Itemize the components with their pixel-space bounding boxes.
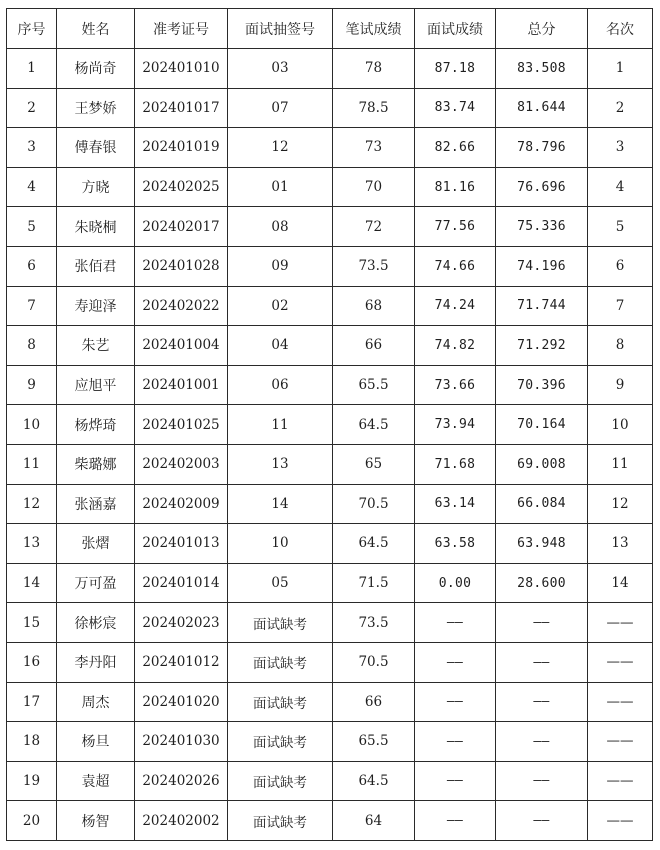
row-index: 2 xyxy=(7,88,57,128)
row-index: 8 xyxy=(7,326,57,366)
total-score: 78.796 xyxy=(496,128,588,168)
total-score: 66.084 xyxy=(496,484,588,524)
header-index: 序号 xyxy=(7,9,57,49)
draw-number: 07 xyxy=(228,88,333,128)
interview-score: —— xyxy=(415,801,496,841)
total-score: —— xyxy=(496,722,588,762)
draw-number: 面试缺考 xyxy=(228,801,333,841)
table-row xyxy=(7,365,653,405)
candidate-name: 王梦娇 xyxy=(57,88,135,128)
exam-id: 202401028 xyxy=(135,246,228,286)
total-score: —— xyxy=(496,801,588,841)
written-score: 68 xyxy=(333,286,415,326)
table-row xyxy=(7,484,653,524)
row-index: 11 xyxy=(7,444,57,484)
header-exam-id: 准考证号 xyxy=(135,9,228,49)
written-score: 66 xyxy=(333,682,415,722)
draw-number: 面试缺考 xyxy=(228,642,333,682)
exam-id: 202402025 xyxy=(135,167,228,207)
candidate-name: 杨尚奇 xyxy=(57,49,135,89)
written-score: 70 xyxy=(333,167,415,207)
row-index: 9 xyxy=(7,365,57,405)
row-index: 1 xyxy=(7,49,57,89)
interview-score: 77.56 xyxy=(415,207,496,247)
written-score: 73.5 xyxy=(333,246,415,286)
exam-id: 202401001 xyxy=(135,365,228,405)
exam-id: 202402026 xyxy=(135,761,228,801)
written-score: 66 xyxy=(333,326,415,366)
exam-id: 202401014 xyxy=(135,563,228,603)
written-score: 65 xyxy=(333,444,415,484)
written-score: 64.5 xyxy=(333,524,415,564)
table-row xyxy=(7,207,653,247)
rank: 5 xyxy=(588,207,653,247)
rank: 9 xyxy=(588,365,653,405)
candidate-name: 杨烨琦 xyxy=(57,405,135,445)
draw-number: 05 xyxy=(228,563,333,603)
rank: —— xyxy=(588,761,653,801)
row-index: 14 xyxy=(7,563,57,603)
rank: 13 xyxy=(588,524,653,564)
interview-score: 73.66 xyxy=(415,365,496,405)
table-row xyxy=(7,246,653,286)
total-score: —— xyxy=(496,642,588,682)
candidate-name: 万可盈 xyxy=(57,563,135,603)
total-score: 69.008 xyxy=(496,444,588,484)
draw-number: 面试缺考 xyxy=(228,722,333,762)
candidate-name: 朱晓桐 xyxy=(57,207,135,247)
rank: 14 xyxy=(588,563,653,603)
rank: 11 xyxy=(588,444,653,484)
row-index: 12 xyxy=(7,484,57,524)
interview-score: —— xyxy=(415,603,496,643)
exam-id: 202402002 xyxy=(135,801,228,841)
rank: 10 xyxy=(588,405,653,445)
candidate-name: 张涵嘉 xyxy=(57,484,135,524)
exam-id: 202402009 xyxy=(135,484,228,524)
written-score: 73.5 xyxy=(333,603,415,643)
interview-score: 81.16 xyxy=(415,167,496,207)
interview-score: 87.18 xyxy=(415,49,496,89)
candidate-name: 袁超 xyxy=(57,761,135,801)
candidate-name: 杨旦 xyxy=(57,722,135,762)
draw-number: 12 xyxy=(228,128,333,168)
interview-score: —— xyxy=(415,761,496,801)
draw-number: 02 xyxy=(228,286,333,326)
results-table xyxy=(6,8,653,841)
row-index: 18 xyxy=(7,722,57,762)
rank: 2 xyxy=(588,88,653,128)
written-score: 78.5 xyxy=(333,88,415,128)
candidate-name: 周杰 xyxy=(57,682,135,722)
written-score: 64.5 xyxy=(333,761,415,801)
exam-id: 202402022 xyxy=(135,286,228,326)
rank: 1 xyxy=(588,49,653,89)
written-score: 71.5 xyxy=(333,563,415,603)
candidate-name: 李丹阳 xyxy=(57,642,135,682)
header-written-score: 笔试成绩 xyxy=(333,9,415,49)
header-total-score: 总分 xyxy=(496,9,588,49)
interview-score: 63.14 xyxy=(415,484,496,524)
interview-score: 73.94 xyxy=(415,405,496,445)
draw-number: 10 xyxy=(228,524,333,564)
exam-id: 202401013 xyxy=(135,524,228,564)
row-index: 10 xyxy=(7,405,57,445)
total-score: 75.336 xyxy=(496,207,588,247)
row-index: 15 xyxy=(7,603,57,643)
draw-number: 09 xyxy=(228,246,333,286)
interview-score: 74.66 xyxy=(415,246,496,286)
row-index: 6 xyxy=(7,246,57,286)
written-score: 70.5 xyxy=(333,642,415,682)
exam-id: 202401017 xyxy=(135,88,228,128)
header-draw-number: 面试抽签号 xyxy=(228,9,333,49)
table-row xyxy=(7,326,653,366)
header-row xyxy=(7,9,653,49)
row-index: 7 xyxy=(7,286,57,326)
table-row xyxy=(7,88,653,128)
table-row xyxy=(7,405,653,445)
row-index: 5 xyxy=(7,207,57,247)
interview-score: —— xyxy=(415,642,496,682)
rank: 7 xyxy=(588,286,653,326)
written-score: 78 xyxy=(333,49,415,89)
rank: 3 xyxy=(588,128,653,168)
table-row xyxy=(7,286,653,326)
candidate-name: 朱艺 xyxy=(57,326,135,366)
interview-score: —— xyxy=(415,722,496,762)
total-score: —— xyxy=(496,682,588,722)
interview-score: 74.24 xyxy=(415,286,496,326)
table-row xyxy=(7,524,653,564)
rank: 12 xyxy=(588,484,653,524)
total-score: 70.396 xyxy=(496,365,588,405)
interview-score: 0.00 xyxy=(415,563,496,603)
candidate-name: 张佰君 xyxy=(57,246,135,286)
row-index: 19 xyxy=(7,761,57,801)
rank: —— xyxy=(588,603,653,643)
candidate-name: 柴璐娜 xyxy=(57,444,135,484)
table-row xyxy=(7,682,653,722)
candidate-name: 徐彬宸 xyxy=(57,603,135,643)
table-row xyxy=(7,801,653,841)
row-index: 13 xyxy=(7,524,57,564)
exam-id: 202401019 xyxy=(135,128,228,168)
draw-number: 面试缺考 xyxy=(228,603,333,643)
draw-number: 03 xyxy=(228,49,333,89)
table-row xyxy=(7,603,653,643)
draw-number: 08 xyxy=(228,207,333,247)
exam-id: 202402023 xyxy=(135,603,228,643)
written-score: 70.5 xyxy=(333,484,415,524)
table-row xyxy=(7,167,653,207)
rank: —— xyxy=(588,642,653,682)
row-index: 4 xyxy=(7,167,57,207)
candidate-name: 方晓 xyxy=(57,167,135,207)
total-score: 71.292 xyxy=(496,326,588,366)
draw-number: 01 xyxy=(228,167,333,207)
candidate-name: 杨智 xyxy=(57,801,135,841)
row-index: 16 xyxy=(7,642,57,682)
interview-score: 71.68 xyxy=(415,444,496,484)
rank: 4 xyxy=(588,167,653,207)
total-score: 81.644 xyxy=(496,88,588,128)
rank: 6 xyxy=(588,246,653,286)
exam-id: 202401004 xyxy=(135,326,228,366)
exam-id: 202401012 xyxy=(135,642,228,682)
interview-score: 83.74 xyxy=(415,88,496,128)
table-header xyxy=(7,9,653,49)
table-row xyxy=(7,563,653,603)
total-score: —— xyxy=(496,603,588,643)
written-score: 65.5 xyxy=(333,722,415,762)
table-body xyxy=(7,49,653,841)
total-score: 70.164 xyxy=(496,405,588,445)
row-index: 3 xyxy=(7,128,57,168)
draw-number: 06 xyxy=(228,365,333,405)
exam-id: 202402003 xyxy=(135,444,228,484)
draw-number: 11 xyxy=(228,405,333,445)
rank: —— xyxy=(588,722,653,762)
row-index: 17 xyxy=(7,682,57,722)
draw-number: 04 xyxy=(228,326,333,366)
table-row xyxy=(7,128,653,168)
total-score: 63.948 xyxy=(496,524,588,564)
exam-id: 202401020 xyxy=(135,682,228,722)
header-interview-score: 面试成绩 xyxy=(415,9,496,49)
total-score: —— xyxy=(496,761,588,801)
candidate-name: 应旭平 xyxy=(57,365,135,405)
rank: —— xyxy=(588,682,653,722)
candidate-name: 张熠 xyxy=(57,524,135,564)
table-row xyxy=(7,49,653,89)
results-table-container xyxy=(6,8,653,841)
header-name: 姓名 xyxy=(57,9,135,49)
written-score: 72 xyxy=(333,207,415,247)
written-score: 64 xyxy=(333,801,415,841)
rank: 8 xyxy=(588,326,653,366)
exam-id: 202401030 xyxy=(135,722,228,762)
total-score: 28.600 xyxy=(496,563,588,603)
candidate-name: 寿迎泽 xyxy=(57,286,135,326)
total-score: 74.196 xyxy=(496,246,588,286)
exam-id: 202402017 xyxy=(135,207,228,247)
exam-id: 202401025 xyxy=(135,405,228,445)
table-row xyxy=(7,444,653,484)
table-row xyxy=(7,642,653,682)
rank: —— xyxy=(588,801,653,841)
candidate-name: 傅春银 xyxy=(57,128,135,168)
interview-score: 82.66 xyxy=(415,128,496,168)
header-rank: 名次 xyxy=(588,9,653,49)
row-index: 20 xyxy=(7,801,57,841)
draw-number: 14 xyxy=(228,484,333,524)
table-row xyxy=(7,761,653,801)
exam-id: 202401010 xyxy=(135,49,228,89)
total-score: 76.696 xyxy=(496,167,588,207)
interview-score: —— xyxy=(415,682,496,722)
interview-score: 63.58 xyxy=(415,524,496,564)
written-score: 64.5 xyxy=(333,405,415,445)
written-score: 65.5 xyxy=(333,365,415,405)
interview-score: 74.82 xyxy=(415,326,496,366)
draw-number: 面试缺考 xyxy=(228,761,333,801)
draw-number: 面试缺考 xyxy=(228,682,333,722)
draw-number: 13 xyxy=(228,444,333,484)
total-score: 71.744 xyxy=(496,286,588,326)
written-score: 73 xyxy=(333,128,415,168)
table-row xyxy=(7,722,653,762)
total-score: 83.508 xyxy=(496,49,588,89)
